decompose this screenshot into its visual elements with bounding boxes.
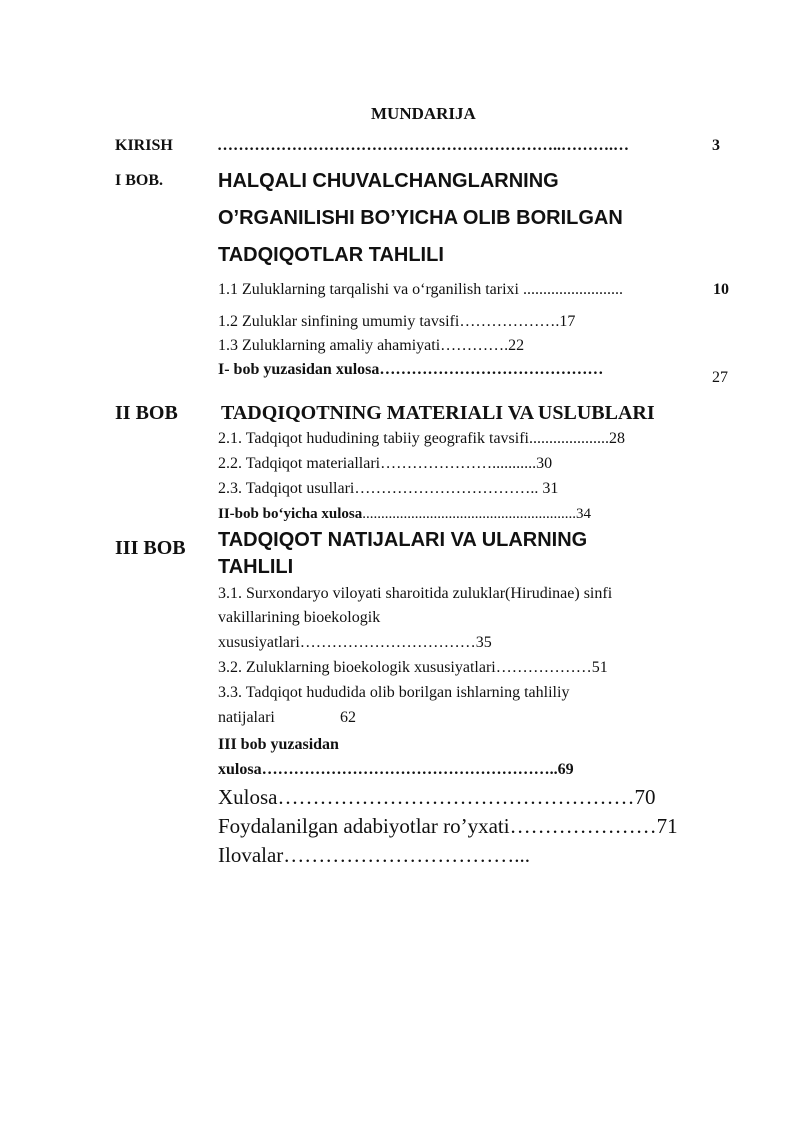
chapter3-conclusion-line: xulosa………………………………………………..69 — [218, 761, 574, 778]
toc-item-3-3-page: 62 — [340, 709, 356, 726]
kirish-page: 3 — [712, 137, 720, 154]
chapter2-conclusion-dots: .........................................................34 — [362, 506, 591, 522]
chapter3-conclusion-line: III bob yuzasidan — [218, 736, 339, 753]
toc-bibliography: Foydalanilgan adabiyotlar ro’yxati…………………71 — [218, 814, 678, 838]
toc-item-1-2: 1.2 Zuluklar sinfining umumiy tavsifi……………….17 — [218, 313, 576, 330]
chapter2-conclusion — [218, 505, 591, 523]
page-title: MUNDARIJA — [371, 104, 476, 123]
kirish-label: KIRISH — [115, 137, 173, 154]
toc-appendices: Ilovalar……………………………... — [218, 843, 531, 867]
toc-item-2-1: 2.1. Tadqiqot hududining tabiiy geografik tavsifi....................28 — [218, 430, 625, 447]
toc-item-1-1: 1.1 Zuluklarning tarqalishi va o‘rganilish tarixi ......................... — [218, 281, 623, 298]
toc-item-3-3-last-text: natijalari — [218, 709, 275, 726]
chapter1-conclusion-page: 27 — [712, 369, 728, 386]
chapter2-conclusion-label: II-bob bo‘yicha xulosa — [218, 506, 363, 522]
toc-item-2-2: 2.2. Tadqiqot materiallari…………………...........30 — [218, 455, 553, 472]
kirish-dots: ………………………………………………………..……….… — [217, 137, 629, 154]
chapter1-title-line: HALQALI CHUVALCHANGLARNING — [218, 170, 559, 192]
chapter2-title: TADQIQOTNING MATERIALI VA USLUBLARI — [221, 402, 655, 424]
chapter3-title-line: TAHLILI — [218, 556, 294, 578]
chapter3-label: III BOB — [115, 537, 186, 559]
toc-item-3-1-line: xususiyatlari……………………………35 — [218, 634, 492, 651]
chapter1-title-line: O’RGANILISHI BO’YICHA OLIB BORILGAN — [218, 207, 623, 229]
chapter1-title-line: TADQIQOTLAR TAHLILI — [218, 244, 444, 266]
chapter1-label: I BOB. — [115, 172, 164, 189]
toc-item-1-3: 1.3 Zuluklarning amaliy ahamiyati………….22 — [218, 337, 525, 354]
toc-conclusion: Xulosa……………………………………………70 — [218, 785, 656, 809]
chapter3-title-line: TADQIQOT NATIJALARI VA ULARNING — [218, 529, 588, 551]
toc-item-3-2: 3.2. Zuluklarning bioekologik xususiyatlari………………51 — [218, 659, 608, 676]
toc-item-2-3: 2.3. Tadqiqot usullari…………………………….. 31 — [218, 480, 559, 497]
toc-item-3-3-line: 3.3. Tadqiqot hududida olib borilgan ishlarning tahliliy — [218, 684, 570, 701]
toc-item-3-1-line: 3.1. Surxondaryo viloyati sharoitida zuluklar(Hirudinae) sinfi — [218, 585, 613, 602]
chapter2-label: II BOB — [115, 402, 178, 424]
toc-item-3-1-line: vakillarining bioekologik — [218, 609, 381, 626]
toc-item-1-1-page: 10 — [713, 281, 729, 298]
chapter1-conclusion: I- bob yuzasidan xulosa…………………………………… — [218, 361, 604, 378]
